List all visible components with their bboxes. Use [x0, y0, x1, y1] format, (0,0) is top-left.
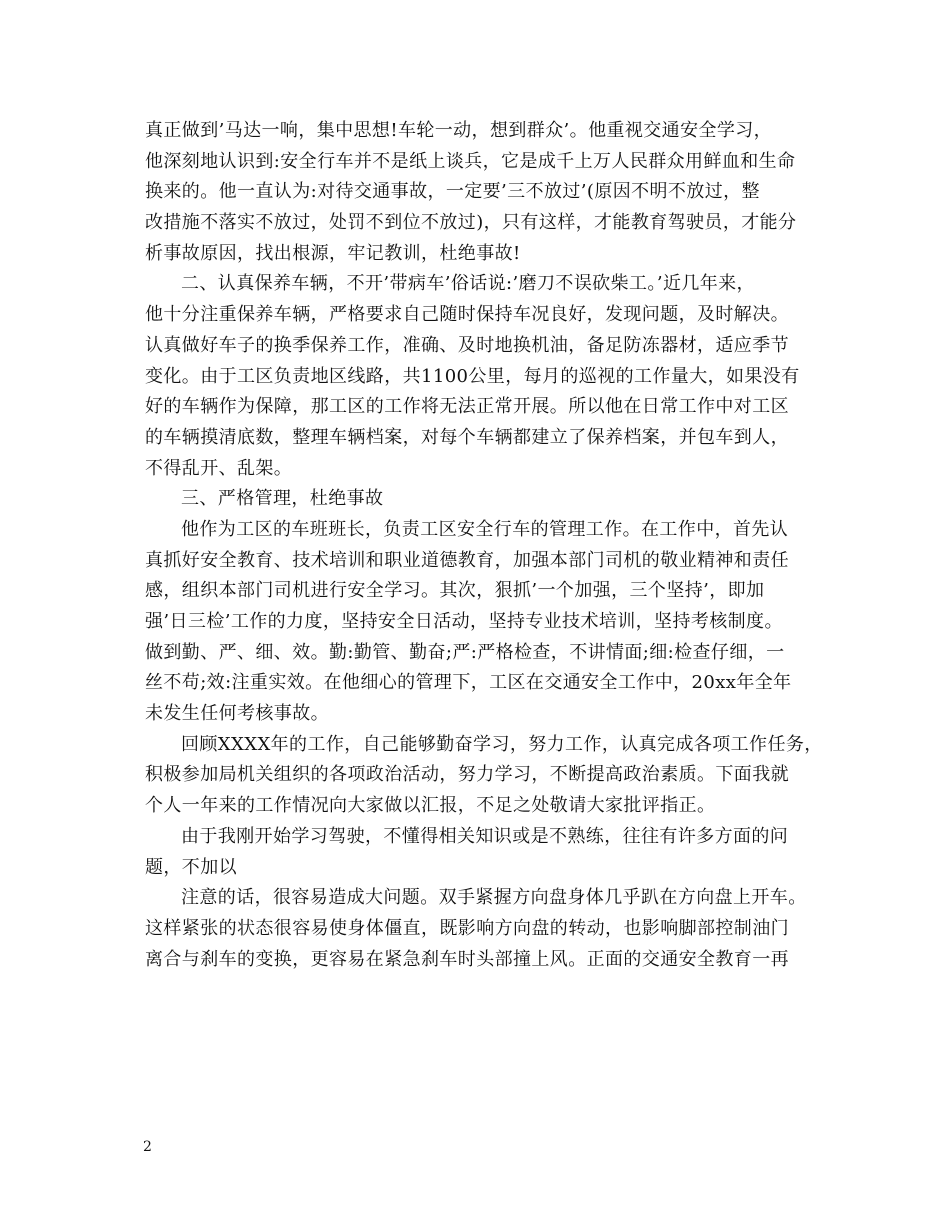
- text-line: 不得乱开、乱架。: [145, 457, 293, 479]
- text-line: 认真做好车子的换季保养工作，准确、及时地换机油，备足防冻器材，适应季节: [145, 334, 789, 356]
- text-line: 个人一年来的工作情况向大家做以汇报，不足之处敬请大家批评指正。: [145, 795, 716, 817]
- text-line: 回顾XXXX年的工作，自己能够勤奋学习，努力工作，认真完成各项工作任务，: [181, 733, 823, 755]
- text-line: 由于我刚开始学习驾驶，不懂得相关知识或是不熟练，往往有许多方面的问: [181, 825, 789, 847]
- body-text: [145, 116, 825, 975]
- text-line: 未发生任何考核事故。: [145, 703, 329, 725]
- text-line: 感，组织本部门司机进行安全学习。其次，狠抓’一个加强，三个坚持’，即加: [145, 580, 765, 602]
- text-line: 二、认真保养车辆，不开’带病车’俗话说:’磨刀不误砍柴工。’近几年来，: [181, 273, 755, 295]
- text-line: 好的车辆作为保障，那工区的工作将无法正常开展。所以他在日常工作中对工区: [145, 396, 789, 418]
- text-line: 题，不加以: [145, 856, 237, 878]
- text-line: 做到勤、严、细、效。勤:勤管、勤奋;严:严格检查，不讲情面;细:检查仔细，一: [145, 641, 785, 663]
- text-line: 真正做到’马达一响，集中思想!车轮一动，想到群众’。他重视交通安全学习，: [145, 120, 773, 141]
- text-line: 离合与刹车的变换，更容易在紧急刹车时头部撞上风。正面的交通安全教育一再: [145, 948, 789, 970]
- text-line: 换来的。他一直认为:对待交通事故，一定要’三不放过’(原因不明不放过，整: [145, 181, 760, 203]
- text-line: 他深刻地认识到:安全行车并不是纸上谈兵，它是成千上万人民群众用鲜血和生命: [145, 150, 796, 172]
- text-line: 他作为工区的车班班长，负责工区安全行车的管理工作。在工作中，首先认: [181, 518, 789, 540]
- text-line: 注意的话，很容易造成大问题。双手紧握方向盘身体几乎趴在方向盘上开车。: [181, 887, 807, 909]
- text-line: 改措施不落实不放过，处罚不到位不放过)，只有这样，才能教育驾驶员，才能分: [145, 212, 797, 234]
- text-line: 析事故原因，找出根源，牢记教训，杜绝事故!: [145, 242, 521, 264]
- text-line: 积极参加局机关组织的各项政治活动，努力学习，不断提高政治素质。下面我就: [145, 764, 789, 786]
- text-line: 真抓好安全教育、技术培训和职业道德教育，加强本部门司机的敬业精神和责任: [145, 549, 789, 571]
- text-line: 这样紧张的状态很容易使身体僵直，既影响方向盘的转动，也影响脚部控制油门: [145, 917, 789, 939]
- text-line: 的车辆摸清底数，整理车辆档案，对每个车辆都建立了保养档案，并包车到人，: [145, 426, 789, 448]
- text-line: 三、严格管理，杜绝事故: [181, 488, 384, 510]
- text-line: 丝不苟;效:注重实效。在他细心的管理下，工区在交通安全工作中，20xx年全年: [145, 672, 792, 694]
- page-number: 2: [143, 1139, 152, 1155]
- text-line: 他十分注重保养车辆，严格要求自己随时保持车况良好，发现问题，及时解决。: [145, 304, 789, 326]
- text-line: 强’日三检’工作的力度，坚持安全日活动，坚持专业技术培训，坚持考核制度。: [145, 611, 783, 632]
- text-line: 变化。由于工区负责地区线路，共1100公里，每月的巡视的工作量大，如果没有: [145, 365, 800, 387]
